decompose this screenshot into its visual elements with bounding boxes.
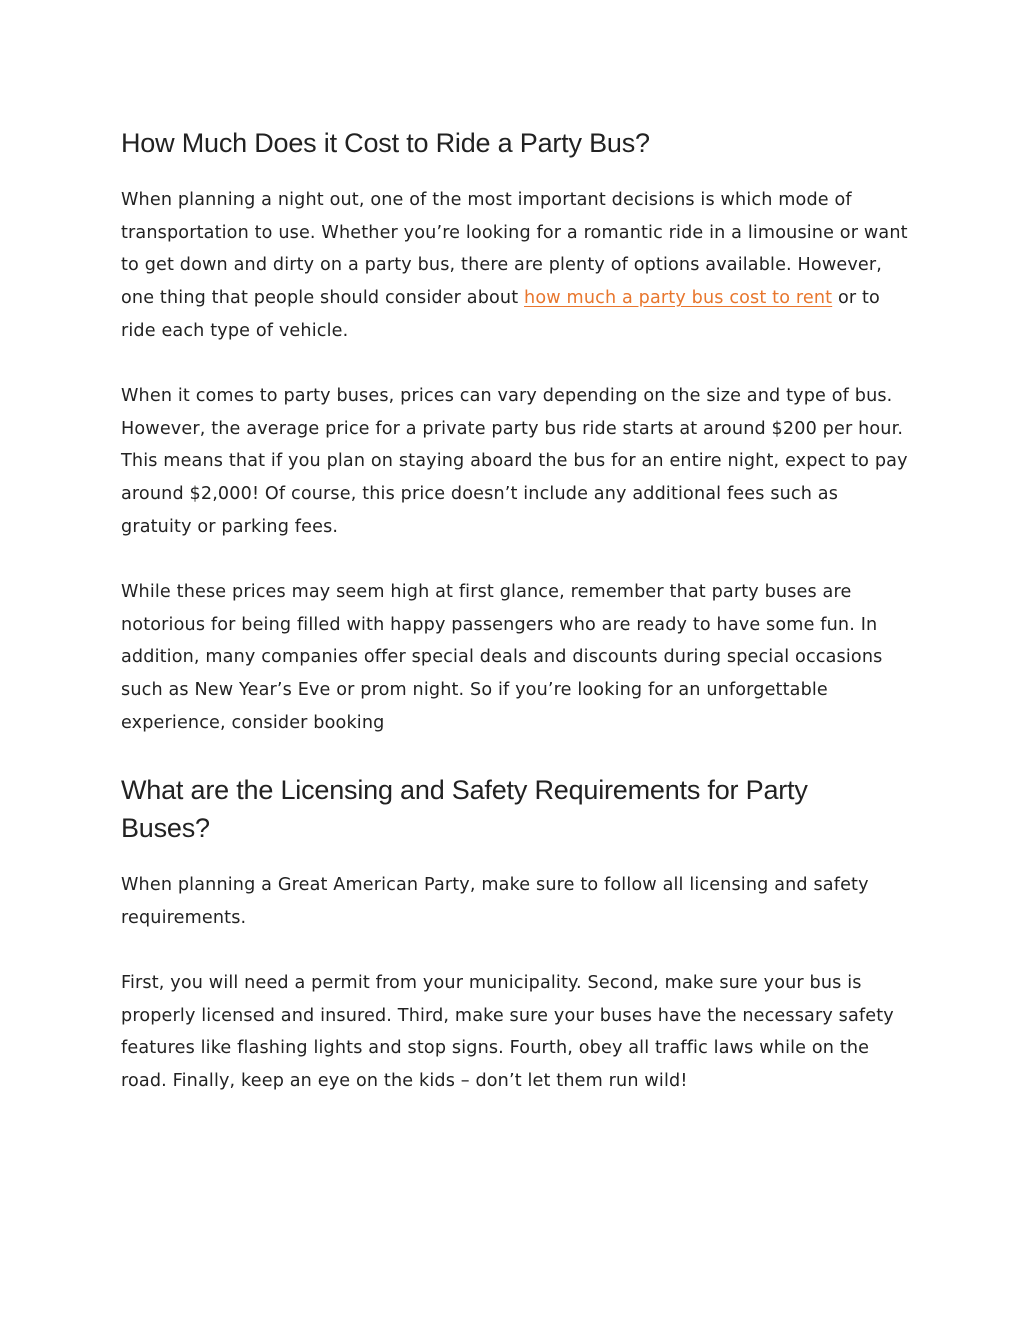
paragraph-intro-text-end: or to ride each type of vehicle. <box>121 288 880 341</box>
paragraph-intro <box>121 184 911 348</box>
section-heading-licensing: What are the Licensing and Safety Requirements for Party Buses? <box>121 775 808 843</box>
paragraph-deals: While these prices may seem high at first glance, remember that party buses are notorious for being filled with happy passengers who are ready to have some fun. In addition, many companies offer special deals and discounts during special occasions such as New Year’s Eve or prom night. So if you’re looking for an unforgettable experience, consider booking <box>121 582 883 733</box>
section-heading-cost: How Much Does it Cost to Ride a Party Bus? <box>121 128 650 158</box>
party-bus-cost-link[interactable]: how much a party bus cost to rent <box>524 288 833 309</box>
paragraph-requirements: First, you will need a permit from your municipality. Second, make sure your bus is properly licensed and insured. Third, make sure your buses have the necessary safety features like flashing lights and stop signs. Fourth, obey all traffic laws while on the road. Finally, keep an eye on the kids – don’t let them run wild! <box>121 973 894 1092</box>
paragraph-prices: When it comes to party buses, prices can vary depending on the size and type of bus. However, the average price for a private party bus ride starts at around $200 per hour. This means that if you plan on staying aboard the bus for an entire night, expect to pay around $2,000! Of course, this price doesn’t include any additional fees such as gratuity or parking fees. <box>121 386 908 537</box>
paragraph-licensing-intro: When planning a Great American Party, make sure to follow all licensing and safety requirements. <box>121 875 869 928</box>
paragraph-intro-text: When planning a night out, one of the most important decisions is which mode of transportation to use. Whether you’re looking for a romantic ride in a limousine or want to get down and dirty on a party bus, there are plenty of options available. However, one thing that people should consider about <box>121 190 908 309</box>
